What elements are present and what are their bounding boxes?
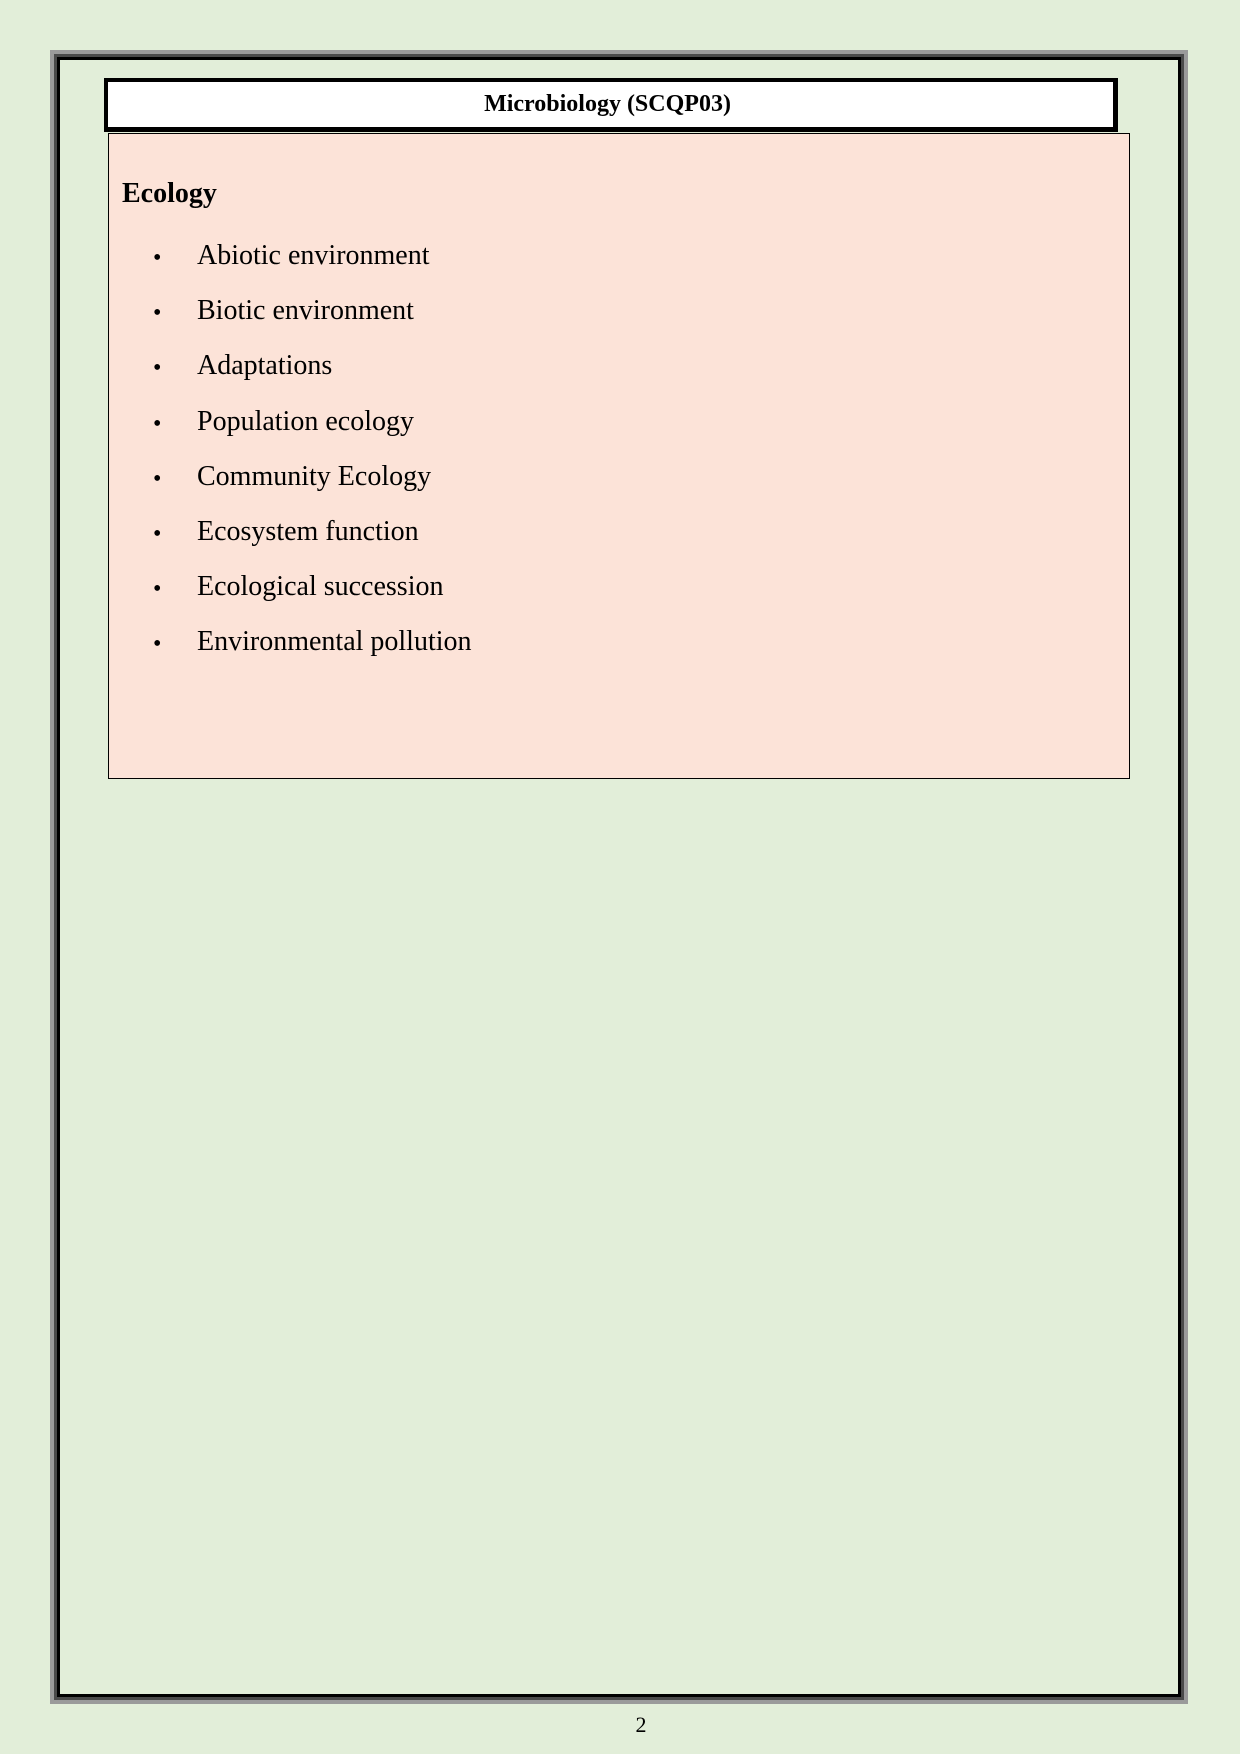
list-item: [109, 352, 472, 407]
list-item: [109, 242, 472, 297]
bullet-icon: •: [153, 520, 162, 547]
page-number: 2: [635, 1712, 647, 1737]
topic-label: Biotic environment: [197, 295, 414, 327]
list-item: [109, 460, 472, 518]
bullet-icon: •: [153, 631, 162, 658]
list-item: [109, 515, 472, 573]
list-item: [109, 573, 472, 628]
bullet-icon: •: [153, 300, 162, 327]
document-header: [104, 78, 1118, 132]
topic-list: [109, 242, 472, 684]
bullet-icon: •: [153, 576, 162, 603]
topic-label: Adaptations: [197, 350, 333, 382]
topic-label: Ecological succession: [197, 571, 444, 603]
list-item: [109, 628, 472, 683]
list-item: [109, 297, 472, 352]
course-title: Microbiology (SCQP03): [484, 91, 731, 117]
bullet-icon: •: [153, 410, 162, 437]
bullet-icon: •: [153, 245, 162, 271]
topic-label: Environmental pollution: [197, 626, 472, 658]
bullet-icon: •: [153, 355, 162, 382]
section-title: Ecology: [122, 178, 217, 209]
topic-label: Abiotic environment: [197, 240, 430, 271]
topic-panel: [108, 133, 1130, 779]
topic-label: Population ecology: [197, 405, 414, 437]
topic-label: Ecosystem function: [197, 515, 419, 547]
list-item: [109, 405, 472, 463]
topic-label: Community Ecology: [197, 460, 432, 492]
bullet-icon: •: [153, 465, 162, 492]
